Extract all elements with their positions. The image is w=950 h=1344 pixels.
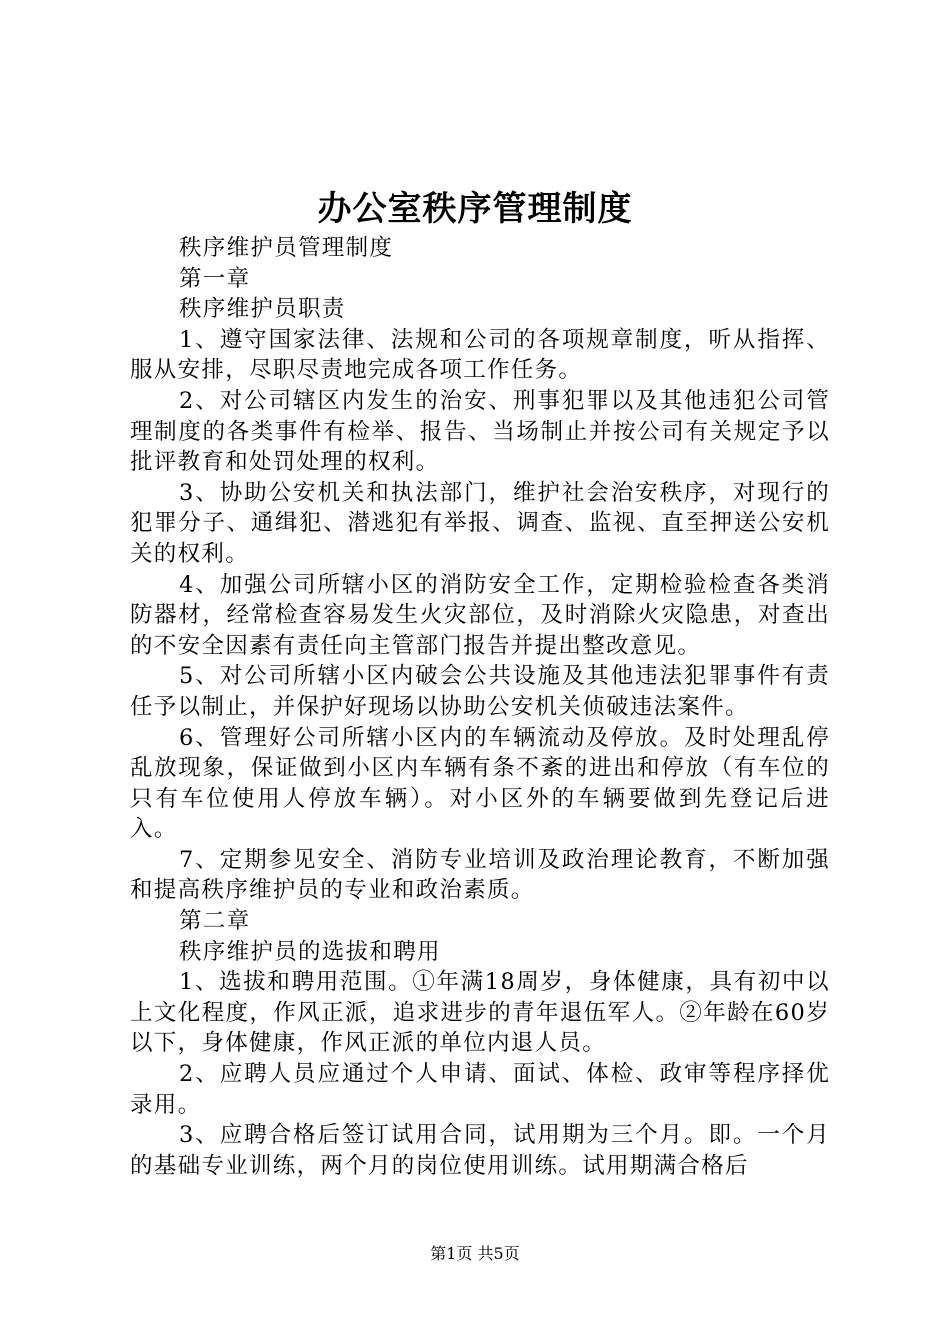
chapter-heading: 第二章 bbox=[179, 908, 251, 935]
chapter-heading: 第一章 bbox=[179, 265, 251, 292]
paragraph: 秩序维护员管理制度 bbox=[179, 235, 394, 261]
paragraph: 1、选拔和聘用范围。①年满18周岁，身体健康，具有初中以上文化程度，作风正派，追求进步的青年退伍军人。②年龄在60岁以下，身体健康，作风正派的单位内退人员。 bbox=[130, 969, 830, 1057]
page-indicator: 第1页 共5页 bbox=[430, 1244, 520, 1263]
section-heading: 秩序维护员的选拔和聘用 bbox=[179, 938, 441, 965]
paragraph: 7、定期参见安全、消防专业培训及政治理论教育，不断加强和提高秩序维护员的专业和政治素质。 bbox=[130, 846, 830, 904]
paragraph: 3、应聘合格后签订试用合同，试用期为三个月。即。一个月的基础专业训练，两个月的岗位使用训练。试用期满合格后 bbox=[130, 1122, 830, 1179]
paragraph: 2、对公司辖区内发生的治安、刑事犯罪以及其他违犯公司管理制度的各类事件有检举、报告、当场制止并按公司有关规定予以批评教育和处罚处理的权利。 bbox=[130, 387, 830, 476]
paragraph: 5、对公司所辖小区内破会公共设施及其他违法犯罪事件有责任予以制止，并保护好现场以协助公安机关侦破违法案件。 bbox=[130, 663, 830, 720]
section-heading: 秩序维护员职责 bbox=[179, 296, 346, 323]
document-title: 办公室秩序管理制度 bbox=[317, 189, 633, 229]
document-body bbox=[130, 233, 830, 1181]
paragraph: 1、遵守国家法律、法规和公司的各项规章制度，听从指挥、服从安排，尽职尽责地完成各项工作任务。 bbox=[130, 326, 830, 384]
paragraph: 3、协助公安机关和执法部门，维护社会治安秩序，对现行的犯罪分子、通缉犯、潜逃犯有举报、调查、监视、直至押送公安机关的权利。 bbox=[130, 479, 830, 567]
paragraph: 2、应聘人员应通过个人申请、面试、体检、政审等程序择优录用。 bbox=[130, 1061, 830, 1118]
paragraph: 6、管理好公司所辖小区内的车辆流动及停放。及时处理乱停乱放现象，保证做到小区内车辆有条不紊的进出和停放（有车位的只有车位使用人停放车辆）。对小区外的车辆要做到先登记后进入。 bbox=[130, 724, 830, 843]
paragraph: 4、加强公司所辖小区的消防安全工作，定期检验检查各类消防器材，经常检查容易发生火灾部位，及时消除火灾隐患，对查出的不安全因素有责任向主管部门报告并提出整改意见。 bbox=[130, 571, 830, 659]
